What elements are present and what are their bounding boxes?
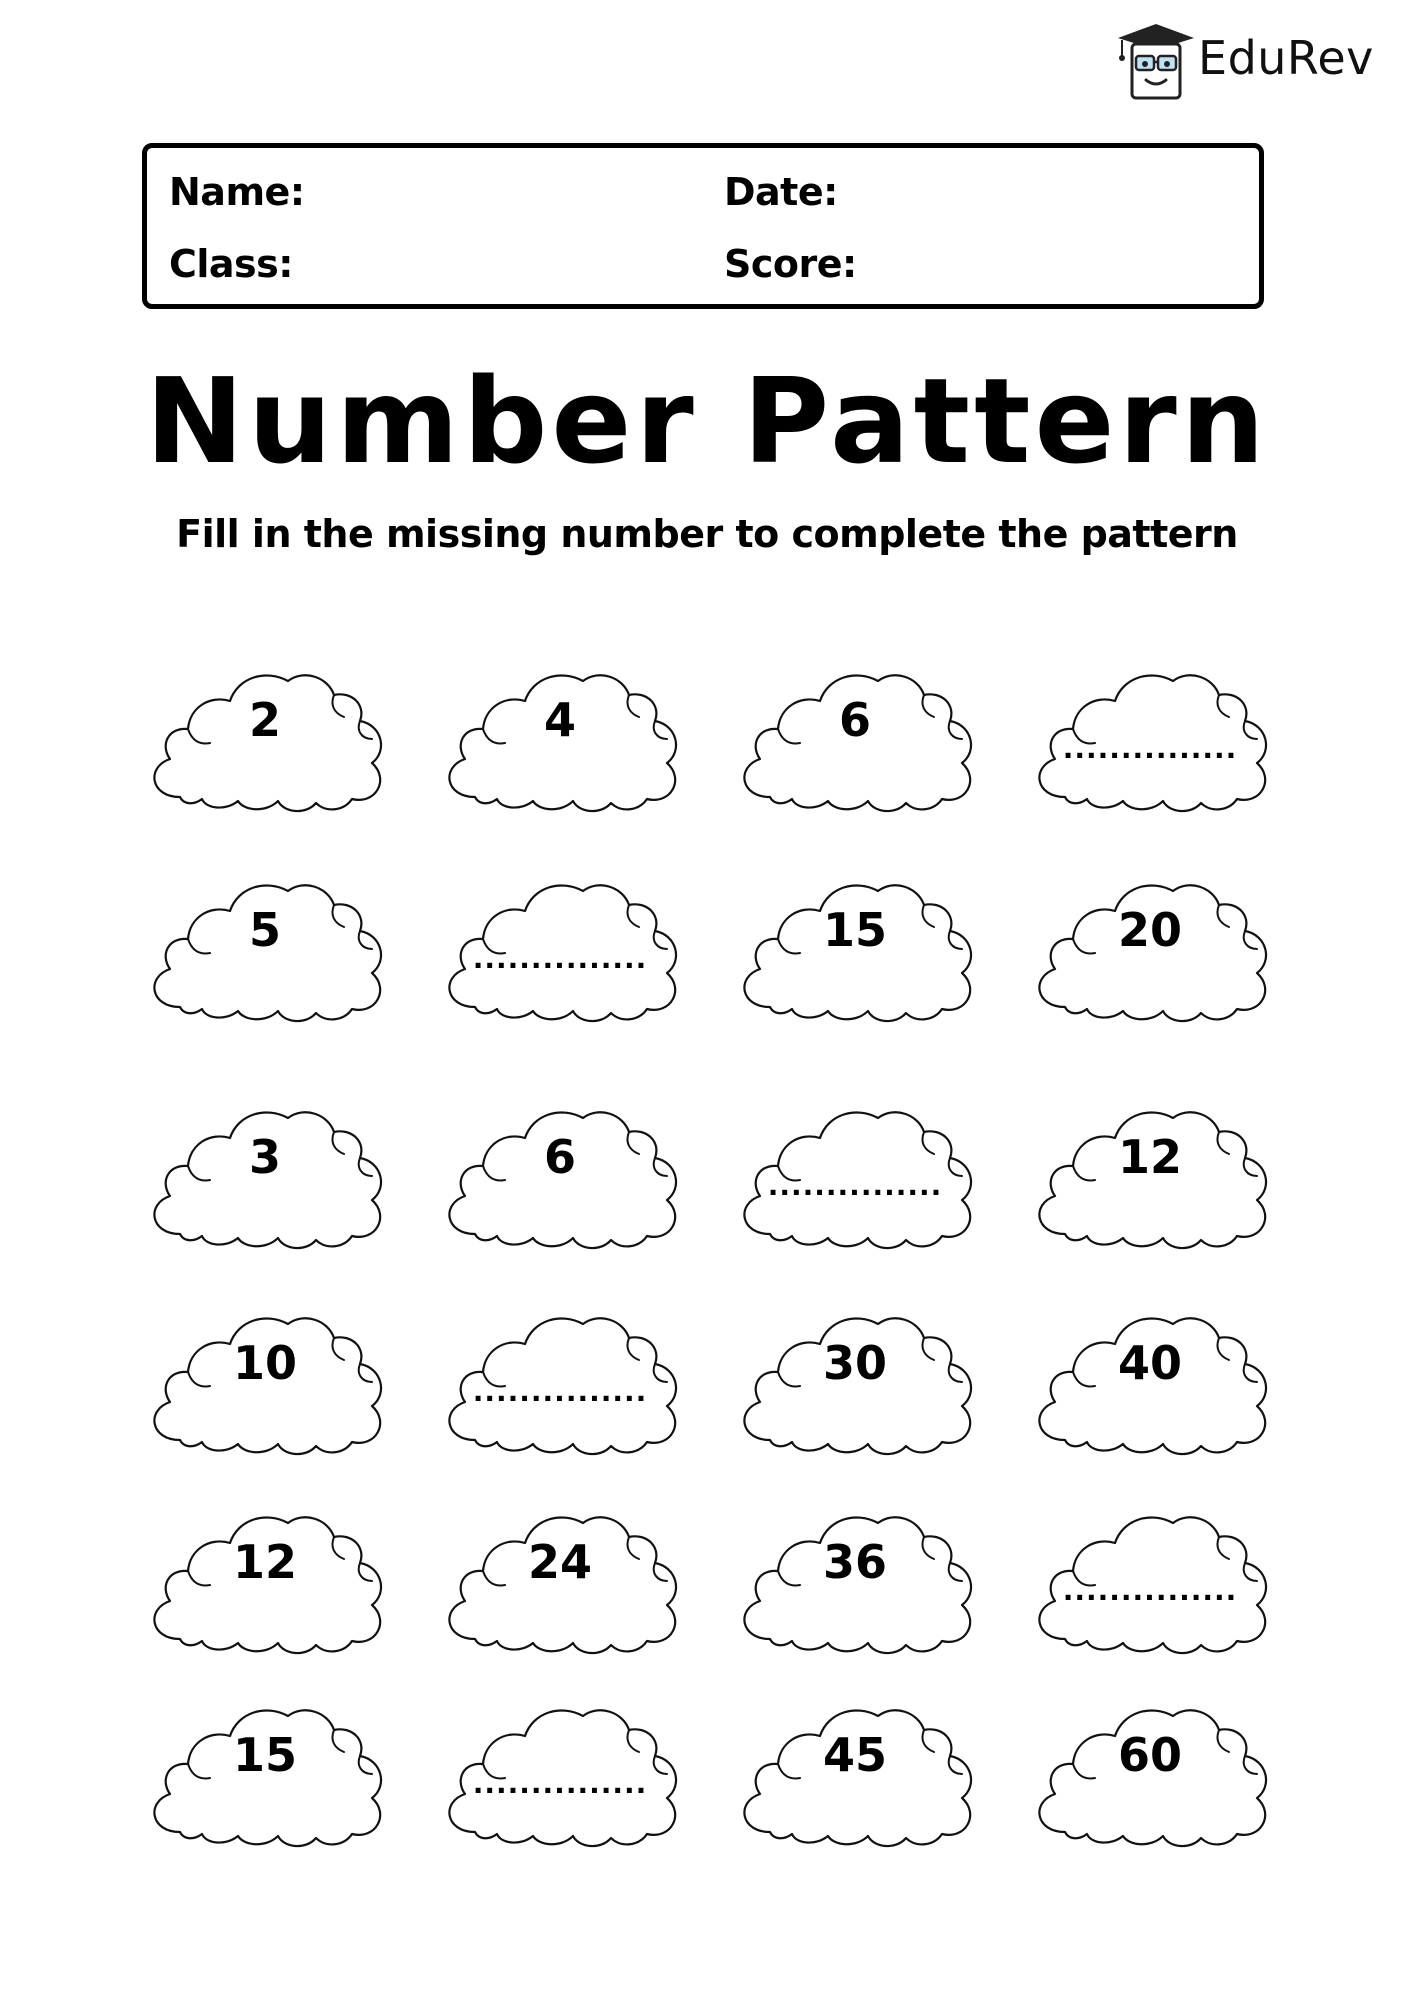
pattern-cloud [140,655,390,815]
pattern-number: 30 [822,1336,887,1390]
pattern-number: 3 [248,1130,281,1184]
logo-text: EduRev [1198,31,1374,85]
pattern-number: 12 [1117,1130,1182,1184]
pattern-cloud [435,655,685,815]
pattern-number: 24 [527,1535,592,1589]
answer-blank[interactable]: ............... [1062,732,1238,765]
pattern-cloud [1025,1298,1275,1458]
pattern-cloud[interactable] [1025,655,1275,815]
pattern-cloud [140,1092,390,1252]
pattern-cloud [435,1092,685,1252]
pattern-number: 2 [248,693,281,747]
pattern-number: 15 [822,903,887,957]
pattern-cloud [435,1497,685,1657]
pattern-number: 5 [248,903,281,957]
pattern-number: 10 [232,1336,297,1390]
pattern-cloud [1025,1690,1275,1850]
score-label: Score: [724,242,857,286]
pattern-cloud [1025,865,1275,1025]
pattern-cloud [730,655,980,815]
pattern-cloud[interactable] [1025,1497,1275,1657]
pattern-number: 6 [838,693,871,747]
pattern-cloud [730,1298,980,1458]
answer-blank[interactable]: ............... [1062,1574,1238,1607]
name-label: Name: [169,170,305,214]
pattern-number: 6 [543,1130,576,1184]
date-label: Date: [724,170,838,214]
pattern-cloud[interactable] [730,1092,980,1252]
worksheet-title: Number Pattern [145,352,1269,490]
pattern-cloud [1025,1092,1275,1252]
pattern-cloud [730,1690,980,1850]
pattern-number: 36 [822,1535,887,1589]
pattern-number: 4 [543,693,576,747]
answer-blank[interactable]: ............... [767,1169,943,1202]
answer-blank[interactable]: ............... [472,942,648,975]
pattern-number: 60 [1117,1728,1182,1782]
pattern-number: 12 [232,1535,297,1589]
pattern-cloud [140,1497,390,1657]
pattern-cloud[interactable] [435,865,685,1025]
worksheet-instructions: Fill in the missing number to complete the pattern [176,512,1238,556]
pattern-cloud [140,865,390,1025]
pattern-cloud[interactable] [435,1690,685,1850]
pattern-cloud[interactable] [435,1298,685,1458]
answer-blank[interactable]: ............... [472,1375,648,1408]
pattern-cloud [730,865,980,1025]
answer-blank[interactable]: ............... [472,1767,648,1800]
pattern-cloud [140,1690,390,1850]
pattern-number: 20 [1117,903,1182,957]
class-label: Class: [169,242,293,286]
pattern-cloud [730,1497,980,1657]
pattern-number: 15 [232,1728,297,1782]
pattern-number: 40 [1117,1336,1182,1390]
pattern-number: 45 [822,1728,887,1782]
pattern-cloud [140,1298,390,1458]
